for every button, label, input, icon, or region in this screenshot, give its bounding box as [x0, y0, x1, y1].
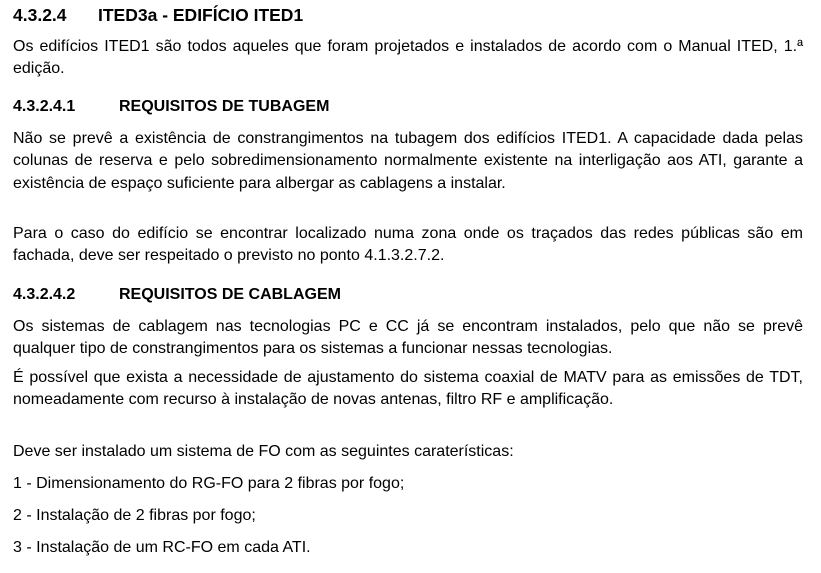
- list-item: 1 - Dimensionamento do RG-FO para 2 fibras por fogo;: [13, 475, 405, 492]
- section-heading: [13, 5, 303, 25]
- subsection-number: 4.3.2.4.1: [13, 98, 76, 115]
- list-item: 3 - Instalação de um RC-FO em cada ATI.: [13, 539, 311, 556]
- subsection-title: REQUISITOS DE TUBAGEM: [119, 98, 330, 115]
- section-intro-paragraph: Os edifícios ITED1 são todos aqueles que foram projetados e instalados de acordo com o Manual ITED, 1.ª edição.: [13, 38, 803, 78]
- paragraph: Deve ser instalado um sistema de FO com as seguintes caraterísticas:: [13, 443, 514, 460]
- list-item: 2 - Instalação de 2 fibras por fogo;: [13, 507, 256, 524]
- subsection-heading-cablagem: [13, 285, 341, 305]
- paragraph: Para o caso do edifício se encontrar localizado numa zona onde os traçados das redes públicas são em fachada, deve ser respeitado o previsto no ponto 4.1.3.2.7.2.: [13, 225, 803, 265]
- subsection-title: REQUISITOS DE CABLAGEM: [119, 286, 341, 303]
- paragraph: Os sistemas de cablagem nas tecnologias PC e CC já se encontram instalados, pelo que não se prevê qualquer tipo de constrangimentos para os sistemas a funcionar nessas tecnologias.: [13, 318, 803, 358]
- subsection-number: 4.3.2.4.2: [13, 286, 76, 303]
- section-number: 4.3.2.4: [13, 5, 67, 25]
- section-title: ITED3a - EDIFÍCIO ITED1: [98, 5, 304, 25]
- paragraph: É possível que exista a necessidade de ajustamento do sistema coaxial de MATV para as emissões de TDT, nomeadamente com recurso à instalação de novas antenas, filtro RF e amplificação.: [13, 369, 803, 409]
- subsection-heading-tubagem: [13, 97, 329, 117]
- paragraph: Não se prevê a existência de constrangimentos na tubagem dos edifícios ITED1. A capacidade dada pelas colunas de reserva e pelo sobredimensionamento normalmente existente na interligação aos ATI, garante a existência de espaço suficiente para albergar as cablagens a instalar.: [13, 130, 803, 192]
